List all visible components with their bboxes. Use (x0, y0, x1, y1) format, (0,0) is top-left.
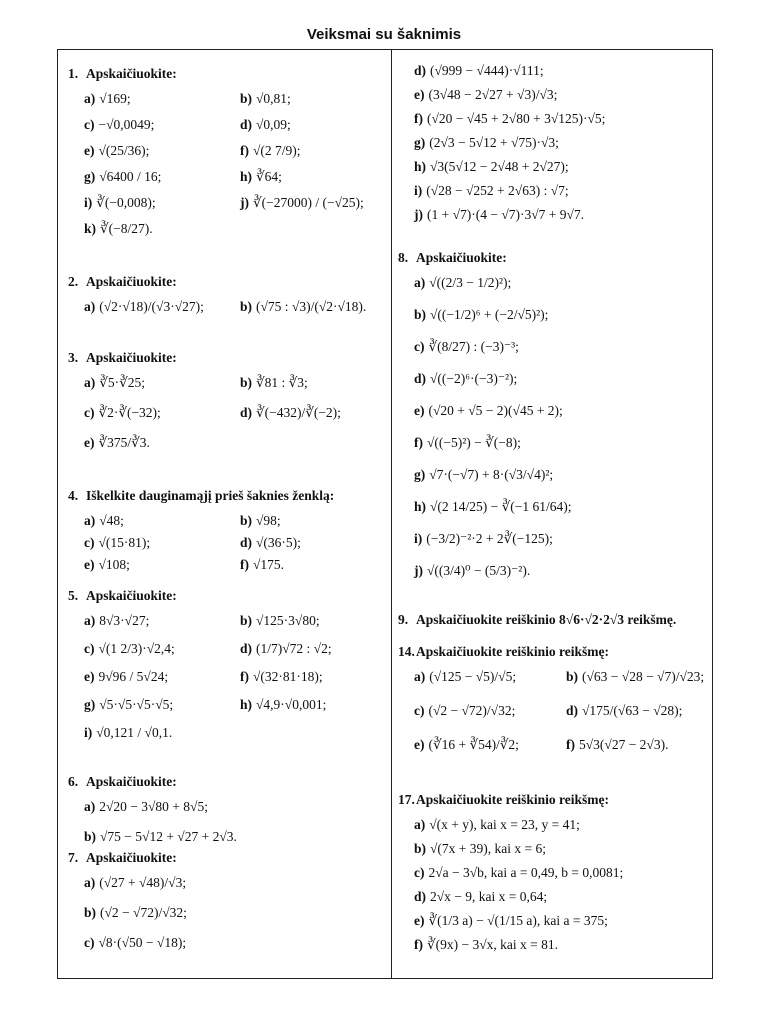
exercise-number: 3. (68, 350, 79, 365)
exercise-number: 2. (68, 274, 79, 289)
exercise-row (396, 815, 710, 839)
item-label: f) (414, 111, 423, 126)
item-label: a) (84, 91, 96, 106)
item-expression: ∛(−432)/∛(−2); (256, 405, 341, 420)
exercise-item (414, 305, 548, 325)
exercise-row (396, 465, 710, 497)
item-label: e) (84, 557, 95, 572)
exercise-number: 1. (68, 66, 79, 81)
item-label: b) (84, 829, 97, 844)
item-expression: ∛64; (256, 169, 282, 184)
item-expression: √(32·81·18); (253, 669, 323, 684)
item-expression: (∛16 + ∛54)/∛2; (428, 737, 519, 752)
item-label: f) (240, 669, 249, 684)
item-label: g) (414, 467, 426, 482)
exercise-item (84, 797, 208, 817)
exercise-row (396, 133, 710, 157)
item-label: c) (414, 339, 425, 354)
item-label: a) (84, 799, 96, 814)
exercise-item (84, 373, 145, 393)
exercise-item (414, 401, 563, 421)
exercise-item (414, 61, 544, 81)
item-label: e) (414, 737, 425, 752)
exercise-item (84, 903, 187, 923)
item-expression: (−3/2)⁻²·2 + 2∛(−125); (426, 531, 553, 546)
exercise-instruction: Apskaičiuokite reiškinio 8√6·√2·2√3 reikšmę. (416, 612, 677, 627)
exercise-item (414, 157, 569, 177)
exercise-heading (396, 643, 710, 661)
exercise-item (84, 611, 149, 631)
exercise-item (84, 167, 161, 187)
item-label: f) (414, 435, 423, 450)
exercise-item (240, 373, 308, 393)
exercise-item (240, 611, 320, 631)
exercise-item (84, 297, 204, 317)
exercise-item (414, 85, 557, 105)
exercise-item (240, 141, 301, 161)
exercise-item (414, 109, 605, 129)
item-label: c) (84, 641, 95, 656)
exercise-instruction: Apskaičiuokite: (86, 588, 177, 603)
exercise-6 (60, 773, 388, 857)
item-expression: √125·3√80; (256, 613, 320, 628)
item-label: b) (240, 613, 253, 628)
exercise-heading (60, 65, 388, 83)
exercise-row (60, 639, 388, 667)
exercise-item (414, 337, 519, 357)
item-label: b) (566, 669, 579, 684)
exercise-row (60, 933, 388, 963)
item-expression: ∛2·∛(−32); (98, 405, 161, 420)
exercise-7 (60, 849, 388, 963)
item-expression: ∛(1/3 a) − √(1/15 a), kai a = 375; (428, 913, 608, 928)
item-label: h) (240, 169, 253, 184)
exercise-item (414, 529, 553, 549)
exercise-row (396, 839, 710, 863)
item-expression: √7·(−√7) + 8·(√3/√4)²; (429, 467, 554, 482)
exercise-row (60, 433, 388, 463)
exercise-item (414, 497, 572, 517)
exercise-row (396, 529, 710, 561)
item-label: d) (414, 63, 427, 78)
item-label: a) (84, 299, 96, 314)
exercise-number: 9. (398, 612, 409, 627)
exercise-instruction: Apskaičiuokite: (416, 250, 507, 265)
exercise-row (396, 561, 710, 593)
item-label: i) (414, 531, 423, 546)
item-label: b) (240, 513, 253, 528)
item-label: h) (240, 697, 253, 712)
exercise-item (240, 695, 326, 715)
item-label: a) (414, 669, 426, 684)
item-label: i) (84, 725, 93, 740)
item-label: c) (84, 535, 95, 550)
exercise-cont (396, 61, 710, 229)
exercise-item (84, 873, 186, 893)
item-label: j) (240, 195, 249, 210)
exercise-item (414, 273, 511, 293)
item-label: a) (84, 875, 96, 890)
item-expression: 2√a − 3√b, kai a = 0,49, b = 0,0081; (428, 865, 624, 880)
exercise-row (396, 337, 710, 369)
exercise-row (60, 667, 388, 695)
exercise-heading (60, 487, 388, 505)
left-column (60, 49, 388, 977)
item-label: h) (414, 499, 427, 514)
exercise-number: 6. (68, 774, 79, 789)
item-label: c) (84, 935, 95, 950)
item-label: f) (240, 143, 249, 158)
exercise-instruction: Apskaičiuokite: (86, 850, 177, 865)
exercise-heading (60, 587, 388, 605)
exercise-item (84, 667, 168, 687)
item-label: e) (414, 87, 425, 102)
item-label: c) (414, 865, 425, 880)
exercise-item (414, 701, 515, 721)
exercise-row (396, 935, 710, 959)
exercise-number: 7. (68, 850, 79, 865)
item-expression: √((3/4)⁰ − (5/3)⁻²). (427, 563, 531, 578)
item-expression: (√125 − √5)/√5; (429, 669, 517, 684)
exercise-instruction: Apskaičiuokite reiškinio reikšmę: (416, 644, 610, 659)
item-label: b) (240, 91, 253, 106)
item-label: a) (414, 817, 426, 832)
item-expression: ∛(−0,008); (96, 195, 156, 210)
item-label: e) (414, 913, 425, 928)
exercise-row (396, 369, 710, 401)
item-expression: (1/7)√72 : √2; (256, 641, 332, 656)
item-label: d) (414, 889, 427, 904)
exercise-item (414, 887, 547, 907)
item-expression: (√999 − √444)·√111; (430, 63, 544, 78)
item-expression: −√0,0049; (98, 117, 155, 132)
exercise-item (84, 511, 124, 531)
exercise-8 (396, 249, 710, 593)
exercise-row (60, 373, 388, 403)
exercise-item (84, 219, 153, 239)
item-expression: √48; (99, 513, 124, 528)
item-label: b) (240, 299, 253, 314)
item-expression: √((−5)²) − ∛(−8); (427, 435, 521, 450)
exercise-instruction: Apskaičiuokite: (86, 350, 177, 365)
exercise-item (414, 667, 516, 687)
item-label: f) (414, 937, 423, 952)
item-label: j) (414, 563, 423, 578)
exercise-item (566, 667, 704, 687)
item-expression: (1 + √7)·(4 − √7)·3√7 + 9√7. (427, 207, 585, 222)
item-expression: (√2 − √72)/√32; (428, 703, 516, 718)
exercise-row (396, 497, 710, 529)
exercise-row (60, 219, 388, 245)
exercise-row (396, 109, 710, 133)
item-label: a) (84, 375, 96, 390)
item-label: c) (414, 703, 425, 718)
right-column (396, 49, 710, 977)
exercise-14 (396, 643, 710, 769)
exercise-item (414, 735, 519, 755)
exercise-heading (60, 773, 388, 791)
exercise-row (396, 181, 710, 205)
item-expression: √(15·81); (98, 535, 151, 550)
item-expression: √((−1/2)⁶ + (−2/√5)²); (430, 307, 549, 322)
item-expression: √0,09; (256, 117, 291, 132)
item-expression: (√75 : √3)/(√2·√18). (256, 299, 367, 314)
item-label: a) (84, 613, 96, 628)
item-label: d) (566, 703, 579, 718)
exercise-item (414, 839, 546, 859)
item-label: b) (414, 307, 427, 322)
exercise-instruction: Iškelkite dauginamąjį prieš šaknies ženklą: (86, 488, 335, 503)
exercise-item (414, 433, 521, 453)
exercise-number: 4. (68, 488, 79, 503)
item-expression: √0,121 / √0,1. (96, 725, 173, 740)
exercise-heading (396, 791, 710, 809)
exercise-row (60, 903, 388, 933)
item-expression: (3√48 − 2√27 + √3)/√3; (428, 87, 558, 102)
item-expression: √75 − 5√12 + √27 + 2√3. (100, 829, 237, 844)
exercise-3 (60, 349, 388, 463)
exercise-item (414, 133, 559, 153)
exercise-row (60, 723, 388, 751)
item-expression: √((−2)⁶·(−3)⁻²); (430, 371, 518, 386)
item-expression: (√28 − √252 + 2√63) : √7; (426, 183, 569, 198)
exercise-item (414, 815, 580, 835)
item-label: g) (84, 169, 96, 184)
item-expression: ∛(−8/27). (100, 221, 153, 236)
exercise-row (60, 297, 388, 331)
item-expression: √108; (98, 557, 130, 572)
item-expression: √(2 7/9); (253, 143, 301, 158)
item-label: a) (414, 275, 426, 290)
item-label: g) (84, 697, 96, 712)
item-expression: √98; (256, 513, 281, 528)
item-expression: (√20 + √5 − 2)(√45 + 2); (428, 403, 563, 418)
exercise-row (60, 89, 388, 115)
item-expression: 9√96 / 5√24; (98, 669, 169, 684)
exercise-row (60, 403, 388, 433)
item-expression: ∛81 : ∛3; (256, 375, 308, 390)
exercise-row (60, 167, 388, 193)
item-label: e) (84, 435, 95, 450)
exercise-item (240, 555, 284, 575)
item-expression: 8√3·√27; (99, 613, 150, 628)
exercise-item (240, 511, 281, 531)
exercise-row (396, 273, 710, 305)
item-expression: √4,9·√0,001; (256, 697, 327, 712)
item-label: b) (84, 905, 97, 920)
item-expression: (√63 − √28 − √7)/√23; (582, 669, 705, 684)
exercise-row (396, 735, 710, 769)
exercise-item (84, 695, 173, 715)
exercise-row (396, 305, 710, 337)
exercise-row (60, 511, 388, 533)
exercise-row (60, 533, 388, 555)
exercise-item (84, 141, 149, 161)
item-expression: √(7x + 39), kai x = 6; (430, 841, 547, 856)
exercise-item (566, 735, 668, 755)
exercise-2 (60, 273, 388, 331)
exercise-item (84, 115, 154, 135)
exercise-item (84, 723, 172, 743)
exercise-4 (60, 487, 388, 577)
exercise-heading (60, 349, 388, 367)
exercise-1 (60, 65, 388, 245)
exercise-item (240, 297, 366, 317)
exercise-row (60, 193, 388, 219)
exercise-item (414, 911, 608, 931)
exercise-item (84, 89, 131, 109)
exercise-item (240, 667, 323, 687)
item-expression: √175/(√63 − √28); (582, 703, 683, 718)
item-expression: ∛5·∛25; (99, 375, 145, 390)
exercise-item (414, 205, 584, 225)
exercise-row (396, 887, 710, 911)
exercise-item (84, 193, 156, 213)
item-label: i) (414, 183, 423, 198)
exercise-item (84, 533, 150, 553)
item-expression: √8·(√50 − √18); (98, 935, 187, 950)
exercise-item (84, 933, 186, 953)
item-label: f) (566, 737, 575, 752)
exercise-row (60, 797, 388, 827)
item-expression: ∛(9x) − 3√x, kai x = 81. (427, 937, 558, 952)
exercise-heading (60, 849, 388, 867)
item-label: c) (84, 117, 95, 132)
exercise-item (84, 433, 150, 453)
item-expression: √3(5√12 − 2√48 + 2√27); (430, 159, 569, 174)
item-expression: (2√3 − 5√12 + √75)·√3; (429, 135, 559, 150)
exercise-item (240, 89, 291, 109)
item-label: f) (240, 557, 249, 572)
exercise-row (396, 433, 710, 465)
item-expression: ∛(8/27) : (−3)⁻³; (428, 339, 519, 354)
exercise-item (240, 167, 282, 187)
item-expression: √((2/3 − 1/2)²); (429, 275, 512, 290)
item-label: a) (84, 513, 96, 528)
exercise-17 (396, 791, 710, 959)
item-expression: √6400 / 16; (99, 169, 162, 184)
item-expression: ∛(−27000) / (−√25); (253, 195, 364, 210)
exercise-number: 8. (398, 250, 409, 265)
item-expression: (√2·√18)/(√3·√27); (99, 299, 204, 314)
item-label: e) (414, 403, 425, 418)
item-expression: 2√20 − 3√80 + 8√5; (99, 799, 208, 814)
item-label: i) (84, 195, 93, 210)
item-label: b) (414, 841, 427, 856)
exercise-item (240, 115, 291, 135)
exercise-item (240, 533, 301, 553)
exercise-instruction: Apskaičiuokite: (86, 66, 177, 81)
item-label: d) (240, 405, 253, 420)
exercise-heading (60, 273, 388, 291)
item-expression: √(25/36); (98, 143, 150, 158)
item-label: d) (240, 117, 253, 132)
exercise-item (414, 465, 553, 485)
exercise-heading (396, 611, 710, 629)
item-label: e) (84, 143, 95, 158)
item-label: g) (414, 135, 426, 150)
item-expression: ∛375/∛3. (98, 435, 150, 450)
exercise-number: 14. (398, 644, 415, 659)
column-divider (391, 49, 392, 979)
exercise-row (60, 141, 388, 167)
exercise-heading (396, 249, 710, 267)
exercise-row (396, 701, 710, 735)
item-label: d) (240, 535, 253, 550)
page-title: Veiksmai su šaknimis (306, 26, 462, 43)
exercise-row (396, 157, 710, 181)
exercise-item (566, 701, 682, 721)
item-expression: √(1 2/3)·√2,4; (98, 641, 175, 656)
exercise-item (414, 181, 569, 201)
exercise-row (60, 873, 388, 903)
item-expression: 5√3(√27 − 2√3). (579, 737, 669, 752)
exercise-row (396, 667, 710, 701)
exercise-item (240, 639, 332, 659)
exercise-row (60, 555, 388, 577)
exercise-row (60, 611, 388, 639)
exercise-9 (396, 611, 710, 635)
exercise-number: 17. (398, 792, 415, 807)
exercise-item (84, 555, 130, 575)
item-expression: √(2 14/25) − ∛(−1 61/64); (430, 499, 572, 514)
item-expression: 2√x − 9, kai x = 0,64; (430, 889, 548, 904)
item-label: b) (240, 375, 253, 390)
exercise-item (240, 403, 341, 423)
exercise-item (84, 403, 161, 423)
exercise-instruction: Apskaičiuokite reiškinio reikšmę: (416, 792, 610, 807)
exercise-number: 5. (68, 588, 79, 603)
item-expression: √(x + y), kai x = 23, y = 41; (429, 817, 580, 832)
exercise-row (60, 695, 388, 723)
exercise-item (240, 193, 364, 213)
exercise-row (396, 911, 710, 935)
item-expression: √169; (99, 91, 131, 106)
item-label: e) (84, 669, 95, 684)
exercise-row (396, 863, 710, 887)
exercise-item (84, 639, 175, 659)
item-label: d) (240, 641, 253, 656)
item-label: j) (414, 207, 423, 222)
exercise-item (414, 863, 623, 883)
exercise-item (84, 827, 237, 847)
exercise-instruction: Apskaičiuokite: (86, 774, 177, 789)
item-expression: (√27 + √48)/√3; (99, 875, 187, 890)
item-expression: √0,81; (256, 91, 291, 106)
exercise-row (396, 61, 710, 85)
exercise-row (396, 85, 710, 109)
item-expression: (√20 − √45 + 2√80 + 3√125)·√5; (427, 111, 606, 126)
exercise-item (414, 561, 530, 581)
item-expression: (√2 − √72)/√32; (100, 905, 187, 920)
exercise-item (414, 369, 517, 389)
exercise-5 (60, 587, 388, 751)
exercise-instruction: Apskaičiuokite: (86, 274, 177, 289)
item-label: h) (414, 159, 427, 174)
exercise-item (414, 935, 558, 955)
item-label: k) (84, 221, 97, 236)
item-expression: √175. (253, 557, 285, 572)
item-expression: √(36·5); (256, 535, 301, 550)
exercise-row (60, 115, 388, 141)
exercise-row (396, 401, 710, 433)
item-expression: √5·√5·√5·√5; (99, 697, 174, 712)
exercise-row (396, 205, 710, 229)
item-label: c) (84, 405, 95, 420)
item-label: d) (414, 371, 427, 386)
